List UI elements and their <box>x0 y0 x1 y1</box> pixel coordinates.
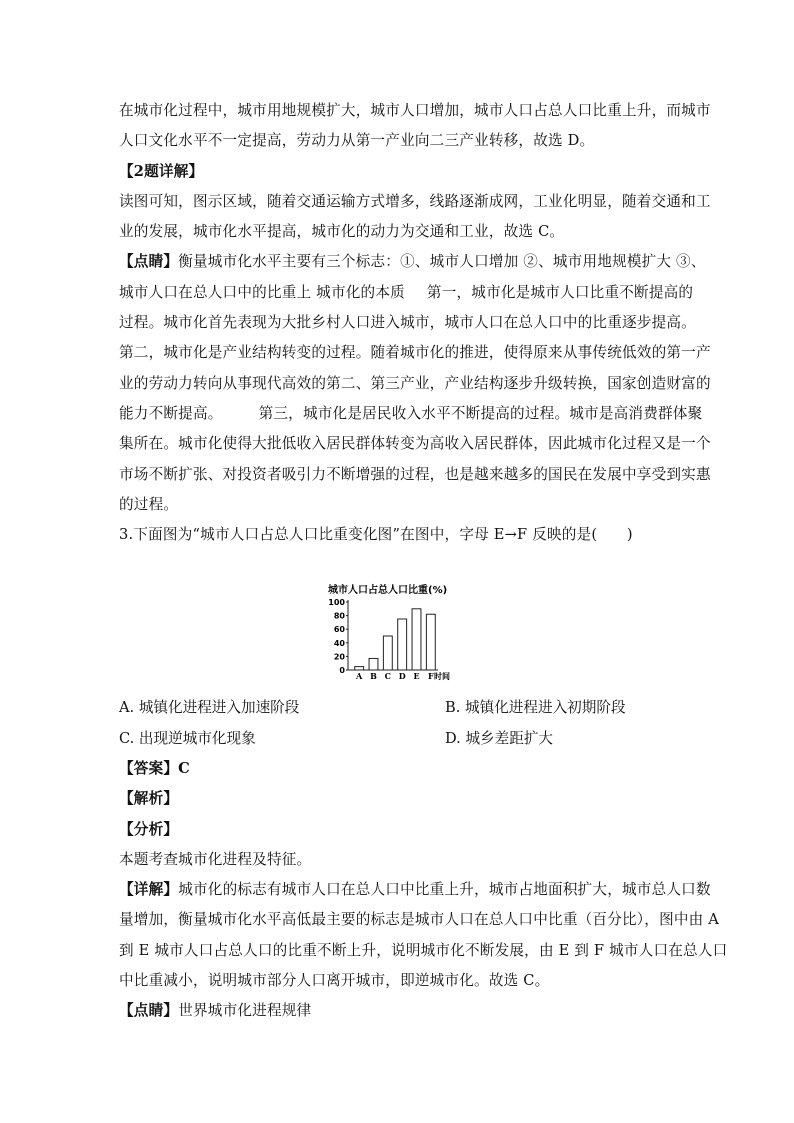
tip-text: 第三，城市化是居民收入水平不断提高的过程。城市是高消费群体聚 <box>258 404 703 422</box>
para-line: 市场不断扩张、对投资者吸引力不断增强的过程，也是越来越多的国民在发展中享受到实惠 <box>119 465 711 483</box>
bar-f <box>426 614 435 670</box>
tip-line-2 <box>119 278 694 308</box>
para-line: 人口文化水平不一定提高，劳动力从第一产业向二三产业转移，故选 D。 <box>119 132 595 150</box>
x-axis-label: 时间 <box>434 672 450 681</box>
tip-label: 【点睛】 <box>119 253 179 271</box>
option-d: D. 城乡差距扩大 <box>445 730 554 747</box>
para-line: 第二，城市化是产业结构转变的过程。随着城市化的推进，使得原来从事传统低效的第一产 <box>119 344 711 362</box>
tip-text: 第一，城市化是城市人口比重不断提高的 <box>426 283 694 301</box>
para-line: 业的劳动力转向从事现代高效的第二、第三产业，产业结构逐步升级转换，国家创造财富的 <box>119 374 711 392</box>
y-tick-label: 100 <box>328 598 345 607</box>
para-line: 在城市化过程中，城市用地规模扩大，城市人口增加，城市人口占总人口比重上升，而城市 <box>119 102 711 119</box>
y-tick-label: 0 <box>339 666 345 675</box>
y-tick-label: 60 <box>333 625 345 635</box>
para-line: 到 E 城市人口占总人口的比重不断上升，说明城市化不断发展，由 E 到 F 城市人口在总人口 <box>119 941 728 959</box>
para-line: 的过程。 <box>119 495 179 513</box>
tip-text: 衡量城市化水平主要有三个标志：①、城市人口增加 ②、城市用地规模扩大 ③、 <box>178 253 706 271</box>
x-tick-label: C <box>384 671 392 681</box>
fenxi-heading: 【分析】 <box>119 820 179 838</box>
tip-line-1 <box>119 247 706 277</box>
tip-text: 世界城市化进程规律 <box>178 1002 312 1020</box>
x-tick-label: E <box>413 671 420 681</box>
document-body <box>119 96 711 550</box>
tip-text: 能力不断提高。 <box>119 404 223 422</box>
bar-chart <box>326 580 456 686</box>
tip-label: 【点睛】 <box>119 1002 179 1020</box>
para-line: 业的发展，城市化水平提高，城市化的动力为交通和工业，故选 C。 <box>119 223 565 241</box>
y-tick-label: 20 <box>333 652 345 662</box>
answer-section <box>119 754 728 1027</box>
para-line: 量增加，衡量城市化水平高低最主要的标志是城市人口在总人口中比重（百分比），图中由 A <box>119 911 720 929</box>
detail-label: 【详解】 <box>119 881 179 899</box>
chart-title: 城市人口占总人口比重(%) <box>328 585 448 596</box>
option-c: C. 出现逆城市化现象 <box>119 730 256 747</box>
x-tick-label: D <box>398 671 406 681</box>
answer-line: 【答案】C <box>119 760 190 777</box>
bar-c <box>383 636 392 670</box>
option-a: A. 城镇化进程进入加速阶段 <box>119 699 300 716</box>
x-tick-label: F <box>427 671 434 681</box>
detail-line-1 <box>119 875 711 905</box>
x-tick-label: B <box>370 671 377 681</box>
option-b: B. 城镇化进程进入初期阶段 <box>445 699 626 716</box>
y-tick-label: 40 <box>333 638 345 648</box>
bar-d <box>398 619 407 670</box>
analysis-heading: 【解析】 <box>119 790 179 808</box>
para-line: 中比重减小，说明城市部分人口离开城市，即逆城市化。故选 C。 <box>119 972 550 990</box>
para-line: 读图可知，图示区域，随着交通运输方式增多，线路逐渐成网，工业化明显，随着交通和工 <box>119 192 711 210</box>
para-line: 过程。城市化首先表现为大批乡村人口进入城市，城市人口在总人口中的比重逐步提高。 <box>119 314 696 332</box>
bar-e <box>412 609 421 670</box>
bar-b <box>369 658 378 670</box>
tip-line-6 <box>119 399 703 429</box>
q2-heading: 【2题详解】 <box>119 162 204 180</box>
question-3-stem: 3.下面图为“城市人口占总人口比重变化图”在图中，字母 E→F 反映的是( ) <box>119 526 633 544</box>
tip-text: 城市人口在总人口中的比重上 城市化的本质 <box>119 283 405 301</box>
bar-chart-svg <box>326 580 456 686</box>
detail-text: 城市化的标志有城市人口在总人口中比重上升，城市占地面积扩大，城市总人口数 <box>178 881 711 899</box>
para-line: 本题考查城市化进程及特征。 <box>119 850 312 868</box>
para-line: 集所在。城市化使得大批低收入居民群体转变为高收入居民群体，因此城市化过程又是一个 <box>119 435 711 453</box>
x-tick-label: A <box>356 671 363 681</box>
tip-line <box>119 996 685 1026</box>
y-tick-label: 80 <box>333 611 345 621</box>
bar-a <box>355 667 364 670</box>
